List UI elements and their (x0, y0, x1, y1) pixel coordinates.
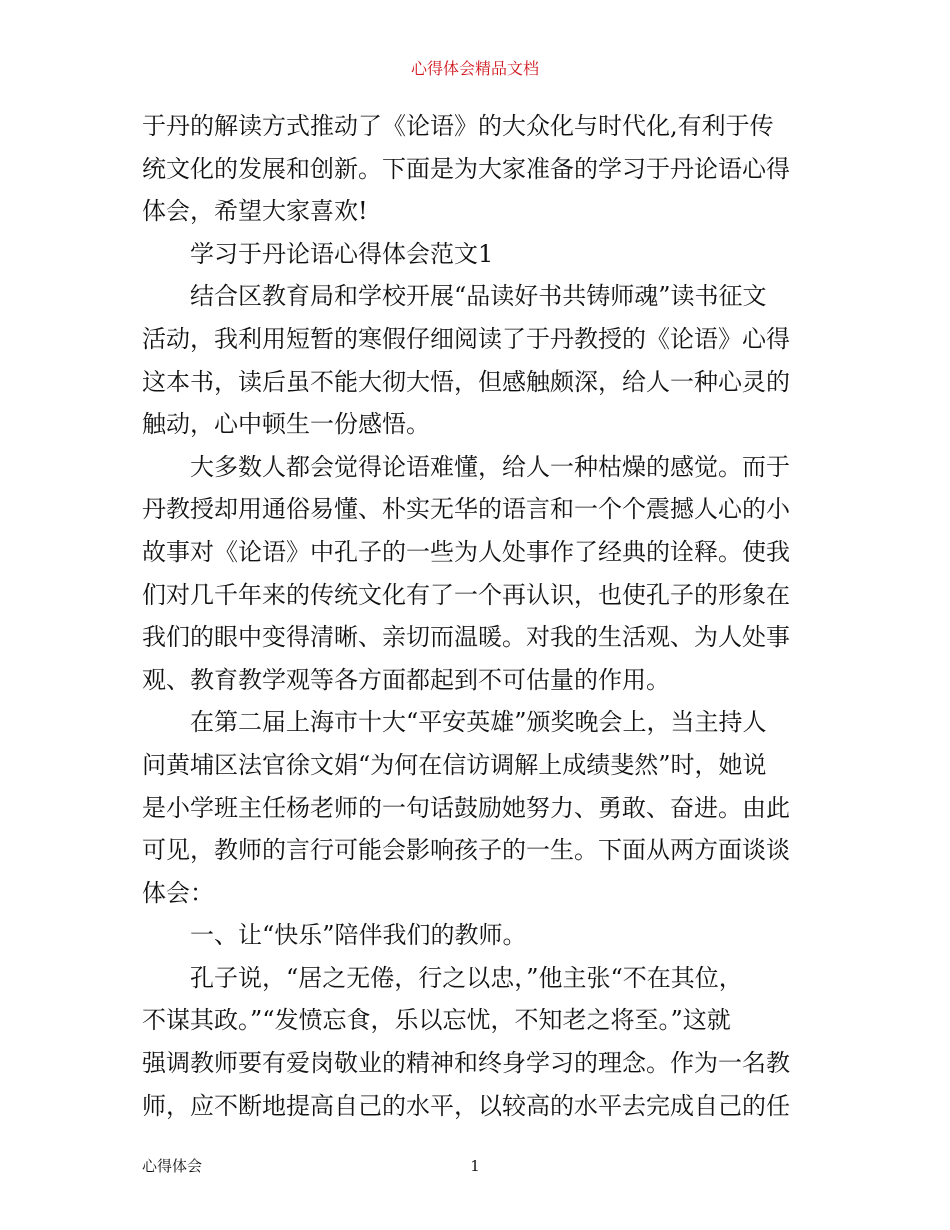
body-line: 孔子说，“居之无倦，行之以忠，”他主张“不在其位， (190, 963, 743, 992)
body-line: 于丹的解读方式推动了《论语》的大众化与时代化,有利于传 (142, 112, 774, 140)
body-line: 我们的眼中变得清晰、亲切而温暖。对我的生活观、为人处事 (142, 623, 790, 652)
section-heading: 学习于丹论语心得体会范文1 (190, 239, 494, 268)
footer-label: 心得体会 (142, 1157, 203, 1175)
body-line: 师，应不断地提高自己的水平，以较高的水平去完成自己的任 (142, 1091, 790, 1120)
body-line: 观、教育教学观等各方面都起到不可估量的作用。 (142, 665, 670, 694)
body-line: 是小学班主任杨老师的一句话鼓励她努力、勇敢、奋进。由此 (142, 793, 790, 822)
page-number: 1 (470, 1157, 480, 1175)
body-line: 丹教授却用通俗易懂、朴实无华的语言和一个个震撼人心的小 (142, 495, 790, 524)
body-line: 故事对《论语》中孔子的一些为人处事作了经典的诠释。使我 (142, 537, 790, 566)
body-line: 们对几千年来的传统文化有了一个再认识，也使孔子的形象在 (142, 580, 790, 609)
body-line: 结合区教育局和学校开展“品读好书共铸师魂”读书征文 (190, 282, 767, 311)
body-line: 体会，希望大家喜欢! (142, 197, 368, 226)
body-line: 体会： (142, 878, 214, 907)
body-line: 问黄埔区法官徐文娟“为何在信访调解上成绩斐然”时，她说 (142, 750, 767, 779)
body-line: 在第二届上海市十大“平安英雄”颁奖晚会上，当主持人 (190, 708, 767, 737)
body-line: 这本书，读后虽不能大彻大悟，但感触颇深，给人一种心灵的 (142, 367, 790, 396)
body-line: 活动，我利用短暂的寒假仔细阅读了于丹教授的《论语》心得 (142, 324, 790, 353)
body-line: 强调教师要有爱岗敬业的精神和终身学习的理念。作为一名教 (142, 1049, 790, 1078)
body-line: 统文化的发展和创新。下面是为大家准备的学习于丹论语心得 (142, 154, 790, 183)
body-line: 不谋其政。”“发愤忘食，乐以忘忧，不知老之将至。”这就 (142, 1006, 731, 1035)
page-header-title: 心得体会精品文档 (410, 59, 539, 78)
body-line: 触动，心中顿生一份感悟。 (142, 410, 430, 439)
subsection-heading: 一、让“快乐”陪伴我们的教师。 (190, 921, 527, 950)
document-body (142, 105, 814, 1127)
body-line: 可见，教师的言行可能会影响孩子的一生。下面从两方面谈谈 (142, 836, 790, 865)
body-line: 大多数人都会觉得论语难懂，给人一种枯燥的感觉。而于 (190, 452, 790, 481)
